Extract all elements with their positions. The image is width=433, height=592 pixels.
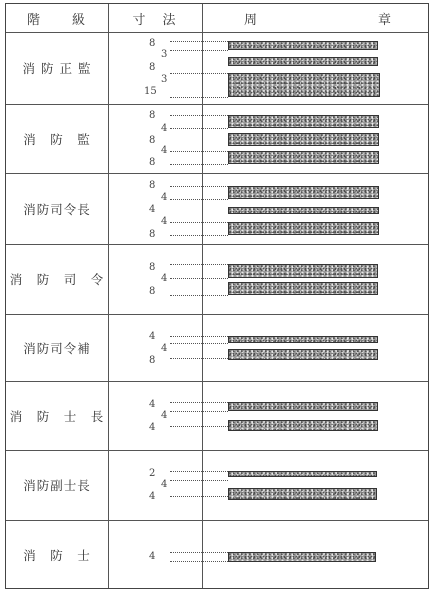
dimension-label: 8 — [149, 355, 156, 366]
header-emblem-left: 周 — [244, 12, 260, 28]
leader-line — [170, 336, 228, 337]
dimension-label: 4 — [149, 491, 156, 502]
dimension-label: 8 — [149, 62, 156, 73]
dimension-label: 3 — [161, 49, 168, 60]
emblem-stripe — [228, 264, 378, 278]
dimension-label: 8 — [149, 38, 156, 49]
rank-emblem-table — [5, 3, 429, 589]
emblem-stripe — [228, 349, 378, 360]
leader-line — [170, 480, 228, 481]
rank-name: 消防司令補 — [23, 340, 91, 356]
leader-line — [170, 295, 228, 296]
leader-line — [170, 496, 228, 497]
leader-line — [170, 151, 228, 152]
leader-line — [170, 97, 228, 98]
leader-line — [170, 278, 228, 279]
rank-name: 消防副士長 — [23, 478, 91, 493]
dimension-label: 8 — [149, 157, 156, 168]
dimension-label: 15 — [144, 86, 157, 97]
leader-line — [170, 115, 228, 116]
emblem-stripe — [228, 73, 380, 97]
dimension-label: 8 — [149, 262, 156, 273]
emblem-stripe — [228, 402, 378, 411]
emblem-stripe — [228, 41, 378, 50]
dimension-label: 4 — [161, 343, 168, 354]
dimension-label: 8 — [149, 110, 156, 121]
rank-name: 消 防 士 — [23, 548, 91, 563]
column-divider — [202, 4, 203, 588]
dimension-label: 4 — [161, 479, 168, 490]
leader-line — [170, 164, 228, 165]
emblem-stripe — [228, 57, 378, 66]
dimension-label: 4 — [161, 216, 168, 227]
header-size: 寸 法 — [132, 12, 178, 28]
emblem-stripe — [228, 222, 379, 235]
dimension-label: 4 — [149, 422, 156, 433]
header-emblem-right: 章 — [378, 12, 394, 28]
emblem-stripe — [228, 186, 379, 199]
leader-line — [170, 41, 228, 42]
leader-line — [170, 50, 228, 51]
leader-line — [170, 186, 228, 187]
leader-line — [170, 73, 228, 74]
emblem-stripe — [228, 420, 378, 431]
rank-name: 消防司令長 — [23, 201, 91, 217]
dimension-label: 4 — [161, 410, 168, 421]
leader-line — [170, 235, 228, 236]
dimension-label: 4 — [149, 204, 156, 215]
dimension-label: 2 — [149, 468, 156, 479]
leader-line — [170, 471, 228, 472]
dimension-label: 8 — [149, 180, 156, 191]
emblem-stripe — [228, 282, 378, 295]
dimension-label: 4 — [149, 331, 156, 342]
leader-line — [170, 199, 228, 200]
emblem-stripe — [228, 133, 379, 146]
rank-name: 消 防 士 長 — [9, 408, 105, 424]
rank-name: 消 防 監 — [23, 131, 91, 147]
column-divider — [108, 4, 109, 588]
emblem-stripe — [228, 488, 377, 500]
emblem-stripe — [228, 552, 376, 562]
dimension-label: 4 — [149, 399, 156, 410]
dimension-label: 4 — [161, 273, 168, 284]
leader-line — [170, 411, 228, 412]
leader-line — [170, 402, 228, 403]
dimension-label: 4 — [161, 192, 168, 203]
header-rank: 階 級 — [26, 12, 87, 28]
emblem-stripe — [228, 207, 379, 214]
leader-line — [170, 264, 228, 265]
rank-name: 消 防 正 監 — [22, 61, 92, 76]
emblem-stripe — [228, 151, 379, 164]
rank-name: 消 防 司 令 — [9, 272, 105, 287]
dimension-label: 4 — [161, 123, 168, 134]
emblem-stripe — [228, 336, 378, 343]
dimension-label: 8 — [149, 135, 156, 146]
leader-line — [170, 222, 228, 223]
dimension-label: 4 — [149, 551, 156, 562]
leader-line — [170, 561, 228, 562]
dimension-label: 3 — [161, 74, 168, 85]
leader-line — [170, 426, 228, 427]
emblem-stripe — [228, 115, 379, 128]
leader-line — [170, 552, 228, 553]
leader-line — [170, 128, 228, 129]
leader-line — [170, 343, 228, 344]
dimension-label: 8 — [149, 286, 156, 297]
emblem-stripe — [228, 471, 377, 477]
leader-line — [170, 358, 228, 359]
dimension-label: 4 — [161, 145, 168, 156]
dimension-label: 8 — [149, 229, 156, 240]
